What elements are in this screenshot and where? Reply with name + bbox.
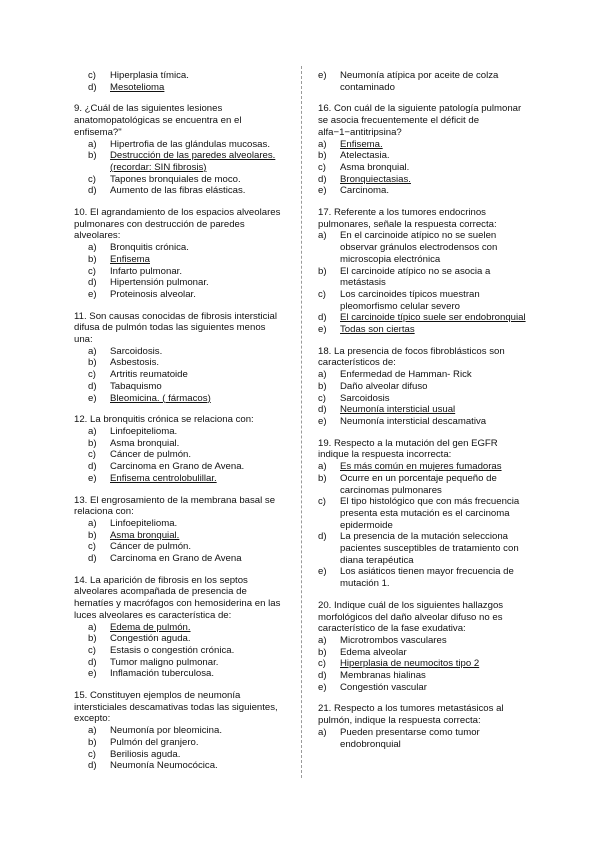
option-item xyxy=(318,658,528,670)
question-block xyxy=(74,70,284,93)
question-block xyxy=(318,70,528,93)
left-column xyxy=(74,70,284,782)
option-text: Hipertrofia de las glándulas mucosas. xyxy=(110,138,270,150)
option-letter: e) xyxy=(318,70,327,81)
question-block xyxy=(74,414,284,484)
option-letter: b) xyxy=(88,150,97,162)
option-item xyxy=(74,277,284,289)
option-text: En el carcinoide atípico no se suelen observar gránulos electrodensos con microscopia electrónica xyxy=(340,230,498,265)
option-item xyxy=(74,725,284,737)
question-block xyxy=(318,346,528,428)
option-letter: a) xyxy=(318,138,327,150)
option-item xyxy=(318,473,528,496)
option-letter: c) xyxy=(88,369,96,381)
option-letter: b) xyxy=(318,646,327,658)
option-item xyxy=(318,670,528,682)
option-letter: d) xyxy=(88,81,97,93)
question-stem: 14. La aparición de fibrosis en los septos alveolares acompañada de presencia de hematíes y macrófagos con hemosiderina en las luces alveolares es característica de: xyxy=(74,574,281,621)
option-text: Neumonía intersticial descamativa xyxy=(340,415,487,427)
option-list xyxy=(74,70,284,93)
option-item xyxy=(318,230,528,265)
option-letter: d) xyxy=(88,461,97,473)
option-text: Los asiáticos tienen mayor frecuencia de mutación 1. xyxy=(340,566,514,590)
option-item xyxy=(74,541,284,553)
option-text: Neumonía atípica por aceite de colza contaminado xyxy=(340,70,499,93)
option-text: Linfoepitelioma. xyxy=(110,425,178,437)
option-text: Neumonía por bleomicina. xyxy=(110,725,222,737)
option-item xyxy=(318,404,528,416)
option-item xyxy=(318,381,528,393)
option-text: Aumento de las fibras elásticas. xyxy=(110,185,246,197)
option-text: Proteinosis alveolar. xyxy=(110,288,196,300)
option-letter: d) xyxy=(88,553,97,565)
option-letter: e) xyxy=(88,472,97,484)
option-letter: c) xyxy=(88,449,96,461)
option-text-underlined: Enfisema xyxy=(110,253,150,265)
option-item xyxy=(318,70,528,93)
option-item xyxy=(318,150,528,162)
option-letter: c) xyxy=(88,173,96,185)
option-letter: b) xyxy=(318,472,327,484)
question-block xyxy=(74,207,284,301)
option-item xyxy=(74,473,284,485)
option-letter: e) xyxy=(318,185,327,197)
option-item xyxy=(74,530,284,542)
option-letter: e) xyxy=(88,288,97,300)
question-stem: 17. Referente a los tumores endocrinos pulmonares, señale la respuesta correcta: xyxy=(318,207,497,230)
option-letter: a) xyxy=(88,425,97,437)
question-block xyxy=(74,690,284,772)
option-item xyxy=(74,426,284,438)
question-stem: 13. El engrosamiento de la membrana basal se relaciona con: xyxy=(74,494,276,518)
option-list xyxy=(318,635,528,694)
option-item xyxy=(318,312,528,324)
option-letter: d) xyxy=(318,173,327,185)
option-item xyxy=(318,369,528,381)
option-letter: c) xyxy=(88,70,96,81)
option-text-underlined: Bleomicina. ( fármacos) xyxy=(110,392,211,404)
option-text: Sarcoidosis. xyxy=(110,345,163,357)
option-list xyxy=(318,70,528,93)
option-text: Carcinoma en Grano de Avena xyxy=(110,553,242,565)
option-item xyxy=(74,139,284,151)
option-text: Pulmón del granjero. xyxy=(110,736,199,748)
option-letter: b) xyxy=(88,736,97,748)
option-text: Atelectasia. xyxy=(340,150,390,162)
option-text: Beriliosis aguda. xyxy=(110,748,181,760)
option-text: Hipertensión pulmonar. xyxy=(110,277,209,289)
option-letter: d) xyxy=(318,670,327,682)
option-item xyxy=(318,531,528,566)
option-text: Inflamación tuberculosa. xyxy=(110,668,214,680)
option-text-underlined: Hiperplasia de neumocitos tipo 2 xyxy=(340,658,480,670)
option-letter: a) xyxy=(88,517,97,529)
option-text: Cáncer de pulmón. xyxy=(110,449,192,461)
option-item xyxy=(74,174,284,186)
question-stem: 11. Son causas conocidas de fibrosis intersticial difusa de pulmón todas las siguientes menos una: xyxy=(74,310,277,346)
option-text: Cáncer de pulmón. xyxy=(110,541,192,553)
option-text-underlined: Enfisema. xyxy=(340,138,383,150)
question-block xyxy=(318,600,528,694)
option-text: Pueden presentarse como tumor endobronquial xyxy=(340,726,480,750)
option-letter: c) xyxy=(88,265,96,277)
option-text: Tabaquismo xyxy=(110,380,162,392)
option-letter: b) xyxy=(318,150,327,162)
question-block xyxy=(74,575,284,680)
question-stem: 15. Constituyen ejemplos de neumonía intersticiales descamativas todas las siguientes, excepto: xyxy=(74,690,278,725)
option-list xyxy=(74,346,284,405)
option-letter: d) xyxy=(318,531,327,543)
option-item xyxy=(74,518,284,530)
option-letter: c) xyxy=(88,748,96,760)
question-stem: 21. Respecto a los tumores metastásicos al pulmón, indique la respuesta correcta: xyxy=(318,703,504,727)
option-letter: e) xyxy=(318,415,327,427)
option-letter: e) xyxy=(318,324,327,336)
option-text: Neumonía Neumocócica. xyxy=(110,760,218,772)
option-letter: b) xyxy=(88,437,97,449)
option-item xyxy=(318,727,528,750)
question-block xyxy=(74,311,284,405)
option-text-underlined: Destrucción de las paredes alveolares. (recordar: SIN fibrosis) xyxy=(110,150,276,173)
option-item xyxy=(74,289,284,301)
option-item xyxy=(318,566,528,589)
question-stem: 10. El agrandamiento de los espacios alveolares pulmonares con destrucción de paredes alveolares: xyxy=(74,207,281,242)
question-stem: 16. Con cuál de la siguiente patología pulmonar se asocia frecuentemente el déficit de alfa−1−antitripsina? xyxy=(318,103,522,138)
option-item xyxy=(318,496,528,531)
option-letter: b) xyxy=(88,529,97,541)
option-text-underlined: Edema de pulmón. xyxy=(110,621,191,633)
option-letter: a) xyxy=(88,345,97,357)
option-text: Carcinoma. xyxy=(340,185,390,197)
option-letter: a) xyxy=(318,634,327,646)
option-item xyxy=(74,760,284,772)
option-text: Infarto pulmonar. xyxy=(110,265,182,277)
option-text: Los carcinoides típicos muestran pleomorfismo celular severo xyxy=(340,288,480,312)
option-text: Asbestosis. xyxy=(110,357,160,369)
option-list xyxy=(74,725,284,772)
question-block xyxy=(74,103,284,197)
option-item xyxy=(74,668,284,680)
option-item xyxy=(74,357,284,369)
option-item xyxy=(318,185,528,197)
option-item xyxy=(318,393,528,405)
option-list xyxy=(318,139,528,198)
option-letter: d) xyxy=(318,312,327,324)
option-item xyxy=(74,346,284,358)
option-letter: a) xyxy=(318,230,327,242)
right-column xyxy=(318,70,528,760)
option-letter: a) xyxy=(88,621,97,633)
option-list xyxy=(318,230,528,335)
option-text: Carcinoma en Grano de Avena. xyxy=(110,461,245,473)
option-letter: c) xyxy=(88,541,96,553)
option-item xyxy=(74,369,284,381)
option-list xyxy=(318,727,528,750)
question-stem: 18. La presencia de focos fibroblásticos son característicos de: xyxy=(318,345,505,369)
question-block xyxy=(318,703,528,750)
option-letter: b) xyxy=(88,253,97,265)
option-item xyxy=(318,266,528,289)
option-letter: d) xyxy=(88,380,97,392)
option-letter: a) xyxy=(318,461,327,473)
option-letter: b) xyxy=(88,633,97,645)
option-text-underlined: El carcinoide típico suele ser endobronquial xyxy=(340,312,526,324)
question-stem: 12. La bronquitis crónica se relaciona con: xyxy=(74,414,254,426)
option-letter: a) xyxy=(88,138,97,150)
option-letter: c) xyxy=(318,658,326,670)
option-list xyxy=(74,518,284,565)
option-letter: a) xyxy=(88,242,97,254)
option-item xyxy=(318,162,528,174)
option-letter: e) xyxy=(318,566,327,578)
option-text: Hiperplasia tímica. xyxy=(110,70,189,81)
option-text: Asma bronquial. xyxy=(110,437,180,449)
option-text: Sarcoidosis xyxy=(340,392,390,404)
column-divider xyxy=(301,66,302,778)
question-stem: 9. ¿Cuál de las siguientes lesiones anatomopatológicas se encuentra en el enfisema?" xyxy=(74,103,242,138)
option-text: Tumor maligno pulmonar. xyxy=(110,656,219,668)
option-item xyxy=(74,461,284,473)
option-item xyxy=(74,242,284,254)
option-letter: b) xyxy=(318,380,327,392)
option-text: Congestión vascular xyxy=(340,681,427,693)
option-item xyxy=(74,82,284,94)
option-item xyxy=(318,682,528,694)
option-list xyxy=(318,461,528,590)
option-item xyxy=(318,139,528,151)
option-text-underlined: Todas son ciertas xyxy=(340,324,415,336)
question-block xyxy=(318,438,528,590)
option-text: Bronquitis crónica. xyxy=(110,242,189,254)
option-item xyxy=(74,381,284,393)
option-text-underlined: Bronquiectasias. xyxy=(340,173,411,185)
question-stem: 19. Respecto a la mutación del gen EGFR indique la respuesta incorrecta: xyxy=(318,437,498,461)
option-item xyxy=(74,657,284,669)
option-text: Estasis o congestión crónica. xyxy=(110,644,235,656)
option-text: Ocurre en un porcentaje pequeño de carcinomas pulmonares xyxy=(340,472,497,496)
option-text: Daño alveolar difuso xyxy=(340,380,428,392)
option-letter: d) xyxy=(88,277,97,289)
option-item xyxy=(318,647,528,659)
option-text-underlined: Es más común en mujeres fumadoras xyxy=(340,461,502,473)
option-text: La presencia de la mutación selecciona pacientes susceptibles de tratamiento con diana terapéutica xyxy=(340,531,519,566)
option-text: Tapones bronquiales de moco. xyxy=(110,173,241,185)
option-item xyxy=(74,737,284,749)
option-letter: d) xyxy=(318,404,327,416)
option-text: Artritis reumatoide xyxy=(110,369,188,381)
option-text: Asma bronquial. xyxy=(340,161,410,173)
option-text: Congestión aguda. xyxy=(110,633,191,645)
option-letter: b) xyxy=(88,357,97,369)
option-text-underlined: Asma bronquial. xyxy=(110,529,180,541)
option-item xyxy=(74,553,284,565)
option-item xyxy=(74,622,284,634)
option-letter: a) xyxy=(318,369,327,381)
option-text: Linfoepitelioma. xyxy=(110,517,178,529)
option-item xyxy=(74,438,284,450)
option-item xyxy=(74,266,284,278)
option-letter: d) xyxy=(88,760,97,772)
option-item xyxy=(74,645,284,657)
option-letter: d) xyxy=(88,656,97,668)
option-letter: b) xyxy=(318,265,327,277)
option-letter: e) xyxy=(88,392,97,404)
question-block xyxy=(318,207,528,336)
option-text-underlined: Mesotelioma xyxy=(110,81,165,93)
option-list xyxy=(318,369,528,428)
option-letter: c) xyxy=(318,496,326,508)
option-item xyxy=(74,749,284,761)
option-letter: c) xyxy=(318,288,326,300)
question-block xyxy=(74,495,284,565)
option-item xyxy=(74,150,284,173)
option-text-underlined: Neumonía intersticial usual xyxy=(340,404,456,416)
option-text: El carcinoide atípico no se asocia a metástasis xyxy=(340,265,491,289)
option-list xyxy=(74,242,284,301)
option-list xyxy=(74,622,284,681)
option-text: Microtrombos vasculares xyxy=(340,634,447,646)
question-stem: 20. Indique cuál de los siguientes hallazgos morfológicos del daño alveolar difuso no es característico de la fase exudativa: xyxy=(318,599,504,635)
option-item xyxy=(318,635,528,647)
option-item xyxy=(74,633,284,645)
option-text: Enfermedad de Hamman- Rick xyxy=(340,369,472,381)
option-letter: e) xyxy=(88,668,97,680)
option-item xyxy=(74,185,284,197)
option-text: Membranas hialinas xyxy=(340,670,426,682)
option-letter: d) xyxy=(88,185,97,197)
option-letter: c) xyxy=(88,644,96,656)
option-letter: a) xyxy=(318,726,327,738)
option-item xyxy=(74,449,284,461)
option-list xyxy=(74,426,284,485)
question-block xyxy=(318,103,528,197)
option-text-underlined: Enfisema centrolobulillar. xyxy=(110,472,217,484)
option-text: El tipo histológico que con más frecuencia presenta esta mutación es el carcinoma epidermoide xyxy=(340,496,520,531)
option-item xyxy=(74,254,284,266)
option-item xyxy=(318,174,528,186)
option-letter: c) xyxy=(318,392,326,404)
option-item xyxy=(74,70,284,82)
option-item xyxy=(74,393,284,405)
option-list xyxy=(74,139,284,198)
option-item xyxy=(318,416,528,428)
option-letter: a) xyxy=(88,725,97,737)
option-letter: c) xyxy=(318,161,326,173)
option-item xyxy=(318,461,528,473)
option-item xyxy=(318,324,528,336)
option-item xyxy=(318,289,528,312)
option-letter: e) xyxy=(318,681,327,693)
option-text: Edema alveolar xyxy=(340,646,407,658)
